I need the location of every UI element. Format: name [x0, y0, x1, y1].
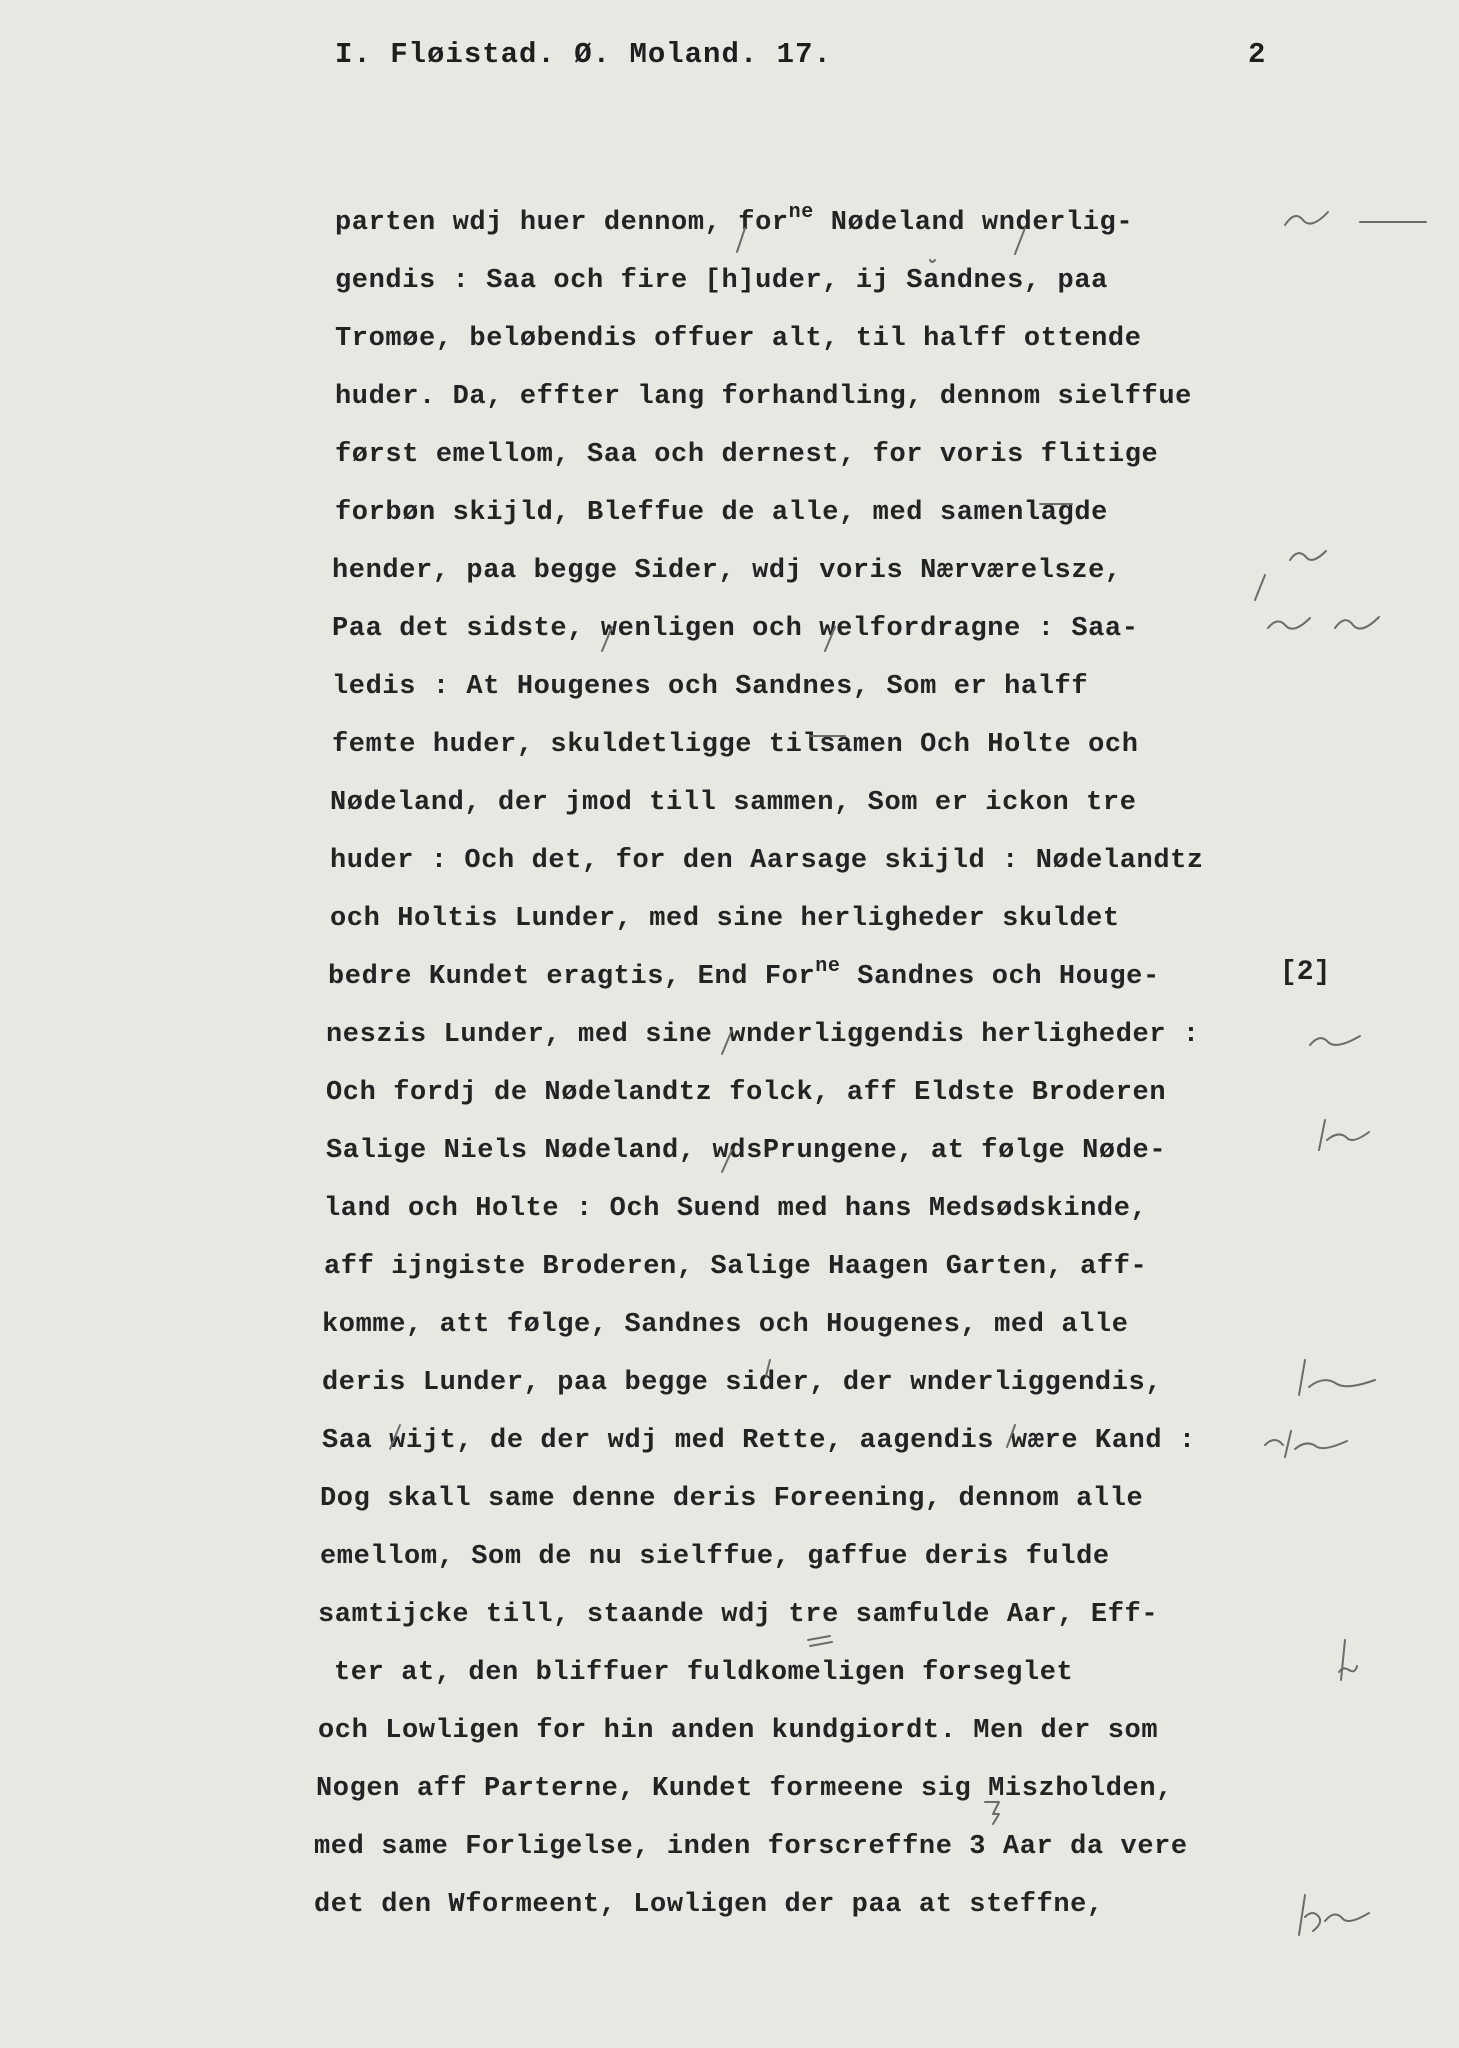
body-line-8: Paa det sidste, wenligen och welfordragne : Saa- — [332, 614, 1139, 644]
line-text-tail: Nødeland wnderlig- — [813, 208, 1134, 238]
superscript-abbrev: ne — [815, 955, 841, 978]
body-line-26: ter at, den bliffuer fuldkomeligen forseglet — [334, 1658, 1074, 1688]
body-line-4: huder. Da, effter lang forhandling, dennom sielffue — [335, 382, 1192, 412]
margin-reference: [2] — [1280, 957, 1331, 988]
page-number: 2 — [1248, 38, 1266, 71]
body-line-27: och Lowligen for hin anden kundgiordt. Men der som — [318, 1716, 1159, 1746]
body-line-20: komme, att følge, Sandnes och Hougenes, med alle — [322, 1310, 1129, 1340]
body-line-11: Nødeland, der jmod till sammen, Som er ickon tre — [330, 788, 1137, 818]
body-line-9: ledis : At Hougenes och Sandnes, Som er halff — [332, 672, 1089, 702]
line-text: bedre Kundet eragtis, End For — [328, 962, 816, 992]
body-line-6: forbøn skijld, Bleffue de alle, med samenlagde — [335, 498, 1108, 528]
body-line-13: och Holtis Lunder, med sine herligheder skuldet — [330, 904, 1120, 934]
body-line-7: hender, paa begge Sider, wdj voris Nærværelsze, — [332, 556, 1122, 586]
body-line-23: Dog skall same denne deris Foreening, dennom alle — [320, 1484, 1144, 1514]
body-line-15: neszis Lunder, med sine wnderliggendis herligheder : — [326, 1020, 1200, 1050]
body-line-3: Tromøe, beløbendis offuer alt, til halff ottende — [335, 324, 1142, 354]
body-line-18: land och Holte : Och Suend med hans Medsødskinde, — [324, 1194, 1148, 1224]
body-line-22: Saa wijt, de der wdj med Rette, aagendis wære Kand : — [322, 1426, 1196, 1456]
body-line-10: femte huder, skuldetligge tilsamen Och Holte och — [332, 730, 1139, 760]
body-line-12: huder : Och det, for den Aarsage skijld : Nødelandtz — [330, 846, 1204, 876]
line-text-tail: Sandnes och Houge- — [840, 962, 1160, 992]
body-line-29: med same Forligelse, inden forscreffne 3 Aar da vere — [314, 1832, 1188, 1862]
body-line-21: deris Lunder, paa begge sider, der wnderliggendis, — [322, 1368, 1163, 1398]
page-header-title: I. Fløistad. Ø. Moland. 17. — [335, 38, 832, 71]
body-line-16: Och fordj de Nødelandtz folck, aff Eldste Broderen — [326, 1078, 1167, 1108]
body-line-17: Salige Niels Nødeland, wdsPrungene, at følge Nøde- — [326, 1136, 1167, 1166]
line-text: parten wdj huer dennom, for — [335, 208, 789, 238]
body-line-28: Nogen aff Parterne, Kundet formeene sig Miszholden, — [316, 1774, 1173, 1804]
body-line-2: gendis : Saa och fire [h]uder, ij Sandnes, paa — [335, 266, 1108, 296]
body-line-25: samtijcke till, staande wdj tre samfulde Aar, Eff- — [318, 1600, 1159, 1630]
body-line-24: emellom, Som de nu sielffue, gaffue deris fulde — [320, 1542, 1110, 1572]
body-line-5: først emellom, Saa och dernest, for voris flitige — [335, 440, 1159, 470]
body-line-19: aff ijngiste Broderen, Salige Haagen Garten, aff- — [324, 1252, 1148, 1282]
body-line-30: det den Wformeent, Lowligen der paa at steffne, — [314, 1890, 1104, 1920]
superscript-abbrev: ne — [788, 201, 814, 224]
